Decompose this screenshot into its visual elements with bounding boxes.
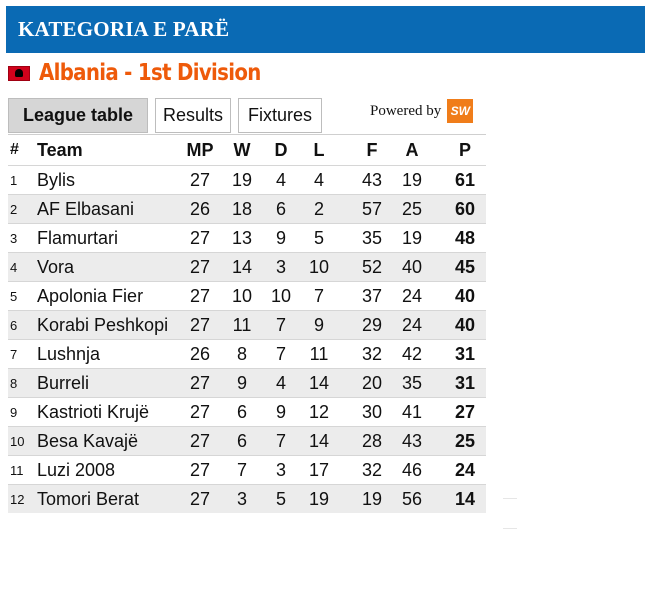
cell-pos: 4	[10, 259, 18, 275]
cell-p: 61	[454, 169, 476, 190]
cell-l: 12	[308, 401, 330, 422]
cell-mp: 27	[189, 169, 211, 190]
table-row	[8, 252, 486, 281]
cell-f: 32	[361, 459, 383, 480]
cell-mp: 27	[189, 372, 211, 393]
header-l: L	[313, 139, 325, 160]
header-pos: #	[10, 141, 19, 158]
table-row	[8, 368, 486, 397]
cell-pos: 8	[10, 375, 18, 391]
cell-d: 6	[275, 198, 286, 219]
cell-l: 11	[309, 343, 329, 364]
cell-l: 10	[308, 256, 330, 277]
cell-pos: 9	[10, 404, 18, 420]
team-name-link[interactable]: Burreli	[37, 372, 90, 393]
league-table	[8, 134, 486, 513]
cell-a: 56	[401, 488, 423, 509]
header-mp: MP	[186, 139, 214, 160]
tab-league-table[interactable]: League table	[8, 98, 148, 133]
cell-mp: 27	[189, 459, 211, 480]
powered-by-text: Powered by	[370, 102, 442, 119]
table-row	[8, 484, 486, 513]
table-row	[8, 281, 486, 310]
header-w: W	[233, 139, 251, 160]
cell-d: 9	[275, 401, 286, 422]
cell-w: 14	[231, 256, 253, 277]
cell-l: 14	[308, 372, 330, 393]
header-d: D	[274, 139, 288, 160]
team-name-link[interactable]: Vora	[37, 256, 75, 277]
cell-mp: 27	[189, 488, 211, 509]
cell-a: 24	[401, 285, 423, 306]
cell-p: 31	[454, 372, 476, 393]
table-body	[8, 165, 486, 513]
cell-a: 41	[401, 401, 423, 422]
team-name-link[interactable]: Flamurtari	[37, 227, 119, 248]
cell-pos: 3	[10, 230, 18, 246]
cell-d: 7	[275, 314, 286, 335]
table-row	[8, 339, 486, 368]
cell-d: 3	[275, 256, 286, 277]
cell-d: 9	[275, 227, 286, 248]
cell-p: 45	[454, 256, 476, 277]
cell-pos: 1	[10, 172, 18, 188]
header-team: Team	[37, 139, 83, 160]
cell-pos: 10	[10, 433, 25, 449]
cell-mp: 27	[189, 256, 211, 277]
page-title: KATEGORIA E PARË	[18, 17, 230, 41]
header-f: F	[366, 139, 378, 160]
cell-f: 20	[361, 372, 383, 393]
cell-w: 8	[236, 343, 247, 364]
cell-w: 6	[236, 401, 247, 422]
cell-f: 35	[361, 227, 383, 248]
cell-pos: 5	[10, 288, 18, 304]
league-name: Albania - 1st Division	[39, 60, 261, 86]
cell-f: 43	[361, 169, 383, 190]
cell-a: 24	[401, 314, 423, 335]
cell-a: 43	[401, 430, 423, 451]
team-name-link[interactable]: Tomori Berat	[37, 488, 140, 509]
team-name-link[interactable]: Korabi Peshkopi	[37, 314, 169, 335]
cell-l: 14	[308, 430, 330, 451]
cell-l: 4	[313, 169, 324, 190]
cell-f: 30	[361, 401, 383, 422]
table-row	[8, 455, 486, 484]
table-header-row	[8, 134, 486, 165]
tab-fixtures[interactable]: Fixtures	[238, 98, 322, 133]
cell-mp: 27	[189, 314, 211, 335]
cell-w: 11	[232, 314, 252, 335]
header-p: P	[458, 139, 471, 160]
cell-f: 37	[361, 285, 383, 306]
cell-p: 60	[454, 198, 476, 219]
cell-mp: 26	[189, 198, 211, 219]
cell-f: 57	[361, 198, 383, 219]
cell-p: 48	[454, 227, 476, 248]
cell-mp: 27	[189, 401, 211, 422]
table-row	[8, 165, 486, 194]
cell-d: 4	[275, 372, 286, 393]
cell-l: 9	[313, 314, 324, 335]
cell-a: 35	[401, 372, 423, 393]
cell-a: 42	[401, 343, 423, 364]
team-name-link[interactable]: Apolonia Fier	[37, 285, 144, 306]
cell-f: 32	[361, 343, 383, 364]
table-row	[8, 310, 486, 339]
cell-a: 40	[401, 256, 423, 277]
cell-mp: 26	[189, 343, 211, 364]
table-row	[8, 194, 486, 223]
header-a: A	[405, 139, 419, 160]
cell-a: 25	[401, 198, 423, 219]
cell-a: 19	[401, 169, 423, 190]
albania-flag-icon	[8, 66, 30, 81]
cell-pos: 6	[10, 317, 18, 333]
cell-w: 19	[231, 169, 253, 190]
cell-a: 19	[401, 227, 423, 248]
cell-p: 14	[454, 488, 476, 509]
powered-by	[370, 98, 473, 124]
cell-a: 46	[401, 459, 423, 480]
team-name-link[interactable]: AF Elbasani	[37, 198, 135, 219]
cell-f: 28	[361, 430, 383, 451]
cell-p: 24	[454, 459, 476, 480]
cell-d: 7	[275, 343, 286, 364]
team-name-link[interactable]: Bylis	[37, 169, 76, 190]
table-row	[8, 223, 486, 252]
cell-p: 31	[454, 343, 476, 364]
cell-w: 3	[236, 488, 247, 509]
cell-l: 7	[313, 285, 324, 306]
divider	[503, 498, 517, 499]
cell-pos: 11	[10, 462, 24, 478]
cell-w: 13	[231, 227, 253, 248]
page-header	[6, 6, 645, 53]
cell-d: 3	[275, 459, 286, 480]
team-name-link[interactable]: Luzi 2008	[37, 459, 116, 480]
cell-p: 27	[454, 401, 476, 422]
table-row	[8, 426, 486, 455]
cell-w: 6	[236, 430, 247, 451]
cell-p: 40	[454, 285, 476, 306]
cell-d: 4	[275, 169, 286, 190]
cell-p: 25	[454, 430, 476, 451]
cell-f: 19	[361, 488, 383, 509]
cell-mp: 27	[189, 430, 211, 451]
table-row	[8, 397, 486, 426]
cell-mp: 27	[189, 227, 211, 248]
team-name-link[interactable]: Kastrioti Krujë	[37, 401, 150, 422]
cell-f: 29	[361, 314, 383, 335]
cell-l: 2	[313, 198, 324, 219]
cell-w: 18	[231, 198, 253, 219]
cell-l: 5	[313, 227, 324, 248]
team-name-link[interactable]: Lushnja	[37, 343, 101, 364]
soccerway-logo[interactable]: SW	[447, 99, 473, 123]
team-name-link[interactable]: Besa Kavajë	[37, 430, 139, 451]
cell-d: 5	[275, 488, 286, 509]
cell-d: 7	[275, 430, 286, 451]
cell-pos: 2	[10, 201, 18, 217]
cell-p: 40	[454, 314, 476, 335]
cell-d: 10	[270, 285, 292, 306]
cell-w: 9	[236, 372, 247, 393]
cell-w: 7	[236, 459, 247, 480]
cell-f: 52	[361, 256, 383, 277]
cell-mp: 27	[189, 285, 211, 306]
league-title	[8, 58, 297, 88]
cell-pos: 7	[10, 346, 18, 362]
cell-w: 10	[231, 285, 253, 306]
cell-l: 17	[308, 459, 330, 480]
divider	[503, 528, 517, 529]
cell-l: 19	[308, 488, 330, 509]
cell-pos: 12	[10, 491, 25, 507]
tab-results[interactable]: Results	[155, 98, 231, 133]
